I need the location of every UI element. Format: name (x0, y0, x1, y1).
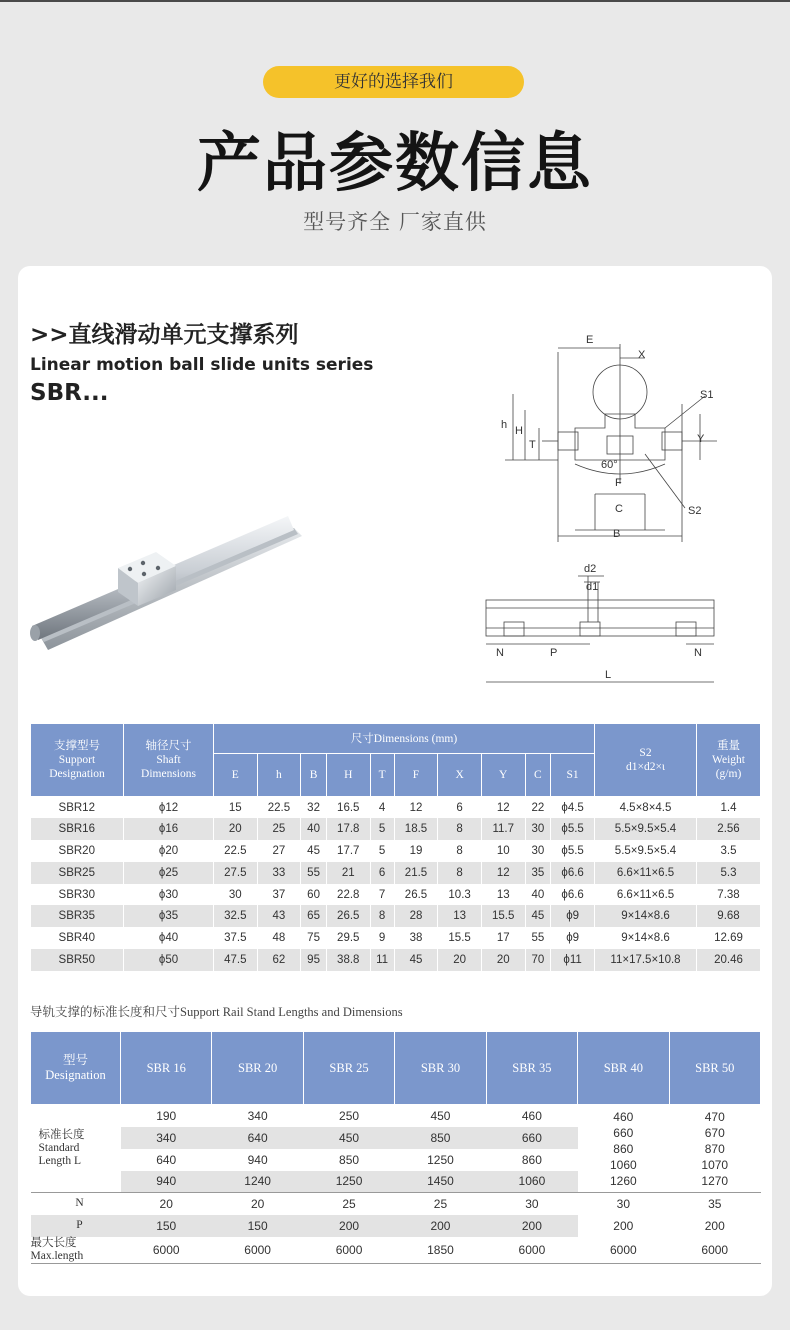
table-row (31, 840, 761, 862)
table-cell: 27 (257, 840, 301, 862)
col-E: E (214, 754, 258, 797)
top-divider (0, 0, 790, 2)
table-cell: 37.5 (214, 927, 258, 949)
table-row-N: N 20 20 25 25 30 30 35 (31, 1193, 761, 1215)
table-cell: 21 (326, 862, 370, 884)
spec-table (30, 723, 761, 971)
table-cell: ϕ25 (124, 862, 214, 884)
label-S2: S2 (688, 505, 702, 517)
table-cell: 40 (301, 818, 327, 840)
label-F: F (615, 477, 622, 489)
table-cell: 32 (301, 797, 327, 819)
table-cell: ϕ6.6 (551, 884, 595, 906)
table-cell: 45 (301, 840, 327, 862)
table-cell: 28 (394, 905, 438, 927)
col-F: F (394, 754, 438, 797)
label-N-right: N (694, 647, 702, 659)
table-cell: 48 (257, 927, 301, 949)
cross-section-diagram (495, 334, 725, 544)
table-cell: 15.5 (481, 905, 525, 927)
table-cell: ϕ4.5 (551, 797, 595, 819)
table-cell: 6.6×11×6.5 (595, 884, 697, 906)
col-support: 支撑型号 Support Designation (31, 724, 124, 797)
table-cell: 12 (394, 797, 438, 819)
table-cell: 30 (525, 840, 551, 862)
table-cell: 11×17.5×10.8 (595, 949, 697, 971)
table-cell: 32.5 (214, 905, 258, 927)
table-row-max: 最大长度Max.length 6000 6000 6000 1850 6000 6000 6000 (31, 1237, 761, 1264)
table-row: 340 640 450 850 660 (31, 1127, 761, 1149)
table-cell: 13 (481, 884, 525, 906)
table-cell: 40 (525, 884, 551, 906)
table-cell: 27.5 (214, 862, 258, 884)
table-cell: 25 (257, 818, 301, 840)
table-cell: ϕ50 (124, 949, 214, 971)
series-title-en: Linear motion ball slide units series (30, 355, 374, 375)
table-cell: 21.5 (394, 862, 438, 884)
table-cell: 15 (214, 797, 258, 819)
table-cell: 38.8 (326, 949, 370, 971)
table-cell: 11 (370, 949, 394, 971)
table-cell: 20 (481, 949, 525, 971)
table-row (31, 949, 761, 971)
table-cell: 6 (438, 797, 482, 819)
col-dimensions: 尺寸Dimensions (mm) (214, 724, 595, 754)
table-cell: 29.5 (326, 927, 370, 949)
table-cell: 20 (438, 949, 482, 971)
table-row (31, 862, 761, 884)
table-cell: 22.5 (257, 797, 301, 819)
table-cell: 10.3 (438, 884, 482, 906)
table-cell: ϕ6.6 (551, 862, 595, 884)
table-cell: ϕ20 (124, 840, 214, 862)
table-cell: 38 (394, 927, 438, 949)
col-sbr50: SBR 50 (669, 1032, 760, 1105)
label-P: P (550, 647, 558, 659)
table-cell: 30 (214, 884, 258, 906)
table-row (31, 884, 761, 906)
label-C: C (615, 503, 623, 515)
table-cell: 70 (525, 949, 551, 971)
table-cell: 17.7 (326, 840, 370, 862)
table-cell: 5.5×9.5×5.4 (595, 840, 697, 862)
table-row: 标准长度 Standard Length L 190 340 250 450 460 460 660 860 1060 1260 470 670 870 1070 1270 (31, 1105, 761, 1127)
table-cell: 8 (370, 905, 394, 927)
table-cell: 45 (525, 905, 551, 927)
table-cell: 47.5 (214, 949, 258, 971)
rail-side-diagram (480, 560, 720, 695)
table-cell: 45 (394, 949, 438, 971)
table-cell: 65 (301, 905, 327, 927)
table-cell: 75 (301, 927, 327, 949)
table-cell: 19 (394, 840, 438, 862)
table-cell: 22.5 (214, 840, 258, 862)
table-cell: 6.6×11×6.5 (595, 862, 697, 884)
table-cell: 8 (438, 862, 482, 884)
table-cell: 43 (257, 905, 301, 927)
table-cell: SBR25 (31, 862, 124, 884)
sbr50-std-lengths: 470 670 870 1070 1270 (701, 1110, 729, 1188)
label-E: E (586, 334, 594, 346)
series-model: SBR... (30, 380, 109, 406)
table-cell: 17.8 (326, 818, 370, 840)
table-cell: 30 (525, 818, 551, 840)
col-sbr20: SBR 20 (212, 1032, 303, 1105)
table-cell: ϕ30 (124, 884, 214, 906)
length-table (30, 1031, 761, 1264)
table-row: 940 1240 1250 1450 1060 (31, 1171, 761, 1193)
col-Y: Y (481, 754, 525, 797)
table-cell: ϕ40 (124, 927, 214, 949)
table-cell: 62 (257, 949, 301, 971)
table-cell: 7.38 (697, 884, 761, 906)
table-cell: 4 (370, 797, 394, 819)
col-B: B (301, 754, 327, 797)
col-designation: 型号 Designation (31, 1032, 121, 1105)
header-pill: 更好的选择我们 (263, 66, 524, 98)
table-cell: 4.5×8×4.5 (595, 797, 697, 819)
table-cell: 22 (525, 797, 551, 819)
std-length-label: 标准长度 Standard Length L (38, 1129, 85, 1167)
table-cell: 15.5 (438, 927, 482, 949)
table-cell: 5 (370, 840, 394, 862)
table-cell: 55 (525, 927, 551, 949)
label-h: h (501, 419, 508, 431)
table-cell: ϕ11 (551, 949, 595, 971)
label-Y: Y (697, 433, 705, 445)
table-cell: 33 (257, 862, 301, 884)
table-cell: 9×14×8.6 (595, 927, 697, 949)
table-cell: SBR50 (31, 949, 124, 971)
table-cell: 8 (438, 818, 482, 840)
table-cell: SBR35 (31, 905, 124, 927)
col-sbr25: SBR 25 (303, 1032, 394, 1105)
table-cell: 20.46 (697, 949, 761, 971)
col-shaft: 轴径尺寸 Shaft Dimensions (124, 724, 214, 797)
table-cell: ϕ9 (551, 927, 595, 949)
table-cell: SBR30 (31, 884, 124, 906)
table-cell: 26.5 (326, 905, 370, 927)
table-cell: ϕ35 (124, 905, 214, 927)
table-cell: 9.68 (697, 905, 761, 927)
col-weight: 重量 Weight (g/m) (697, 724, 761, 797)
label-X: X (638, 349, 646, 361)
label-d2: d2 (584, 563, 597, 575)
label-S1: S1 (700, 389, 714, 401)
col-sbr30: SBR 30 (395, 1032, 486, 1105)
table-cell: 8 (438, 840, 482, 862)
sbr40-std-lengths: 460 660 860 1060 1260 (609, 1110, 637, 1188)
label-d1: d1 (586, 581, 599, 593)
table-row: 640 940 850 1250 860 (156, 1152, 542, 1167)
table-cell: ϕ16 (124, 818, 214, 840)
table-cell: 5.5×9.5×5.4 (595, 818, 697, 840)
table-cell: SBR40 (31, 927, 124, 949)
table-cell: 10 (481, 840, 525, 862)
label-angle: 60° (601, 459, 618, 471)
label-L: L (605, 669, 612, 681)
table-cell: 5.3 (697, 862, 761, 884)
table-cell: 18.5 (394, 818, 438, 840)
table-cell: 3.5 (697, 840, 761, 862)
col-sbr35: SBR 35 (486, 1032, 577, 1105)
table-cell: 12 (481, 797, 525, 819)
table-row (31, 797, 761, 819)
table-cell: 6 (370, 862, 394, 884)
page-subtitle: 型号齐全 厂家直供 (303, 210, 487, 234)
table-cell: 9 (370, 927, 394, 949)
table-cell: 16.5 (326, 797, 370, 819)
col-sbr40: SBR 40 (578, 1032, 669, 1105)
col-sbr16: SBR 16 (121, 1032, 212, 1105)
linear-rail-product-image (26, 508, 306, 658)
length-table-caption: 导轨支撑的标准长度和尺寸Support Rail Stand Lengths and Dimensions (30, 1005, 403, 1019)
table-cell: 60 (301, 884, 327, 906)
table-cell: ϕ5.5 (551, 818, 595, 840)
table-cell: 12 (481, 862, 525, 884)
table-cell: 9×14×8.6 (595, 905, 697, 927)
table-row-P: P 150 150 200 200 200 200 200 (31, 1215, 761, 1237)
page-title: 产品参数信息 (197, 127, 593, 201)
col-X: X (438, 754, 482, 797)
table-row (31, 905, 761, 927)
table-cell: 95 (301, 949, 327, 971)
table-cell: ϕ12 (124, 797, 214, 819)
label-N-left: N (496, 647, 504, 659)
table-cell: ϕ9 (551, 905, 595, 927)
table-cell: 11.7 (481, 818, 525, 840)
table-cell: 2.56 (697, 818, 761, 840)
table-cell: 7 (370, 884, 394, 906)
col-T: T (370, 754, 394, 797)
series-title-cn: >>直线滑动单元支撑系列 (30, 322, 299, 348)
col-S1: S1 (551, 754, 595, 797)
table-cell: SBR12 (31, 797, 124, 819)
label-B: B (613, 528, 621, 540)
table-cell: 20 (214, 818, 258, 840)
label-H: H (515, 425, 523, 437)
table-cell: 22.8 (326, 884, 370, 906)
table-cell: 13 (438, 905, 482, 927)
table-cell: 37 (257, 884, 301, 906)
col-s2: S2 d1×d2×ι (595, 724, 697, 797)
table-cell: 17 (481, 927, 525, 949)
table-cell: 55 (301, 862, 327, 884)
table-cell: 12.69 (697, 927, 761, 949)
table-cell: ϕ5.5 (551, 840, 595, 862)
col-H: H (326, 754, 370, 797)
table-cell: 5 (370, 818, 394, 840)
col-h: h (257, 754, 301, 797)
table-cell: 26.5 (394, 884, 438, 906)
table-row (31, 927, 761, 949)
table-cell: SBR16 (31, 818, 124, 840)
label-T: T (529, 439, 536, 451)
table-row (31, 818, 761, 840)
table-cell: SBR20 (31, 840, 124, 862)
table-cell: 1.4 (697, 797, 761, 819)
table-cell: 35 (525, 862, 551, 884)
col-C: C (525, 754, 551, 797)
